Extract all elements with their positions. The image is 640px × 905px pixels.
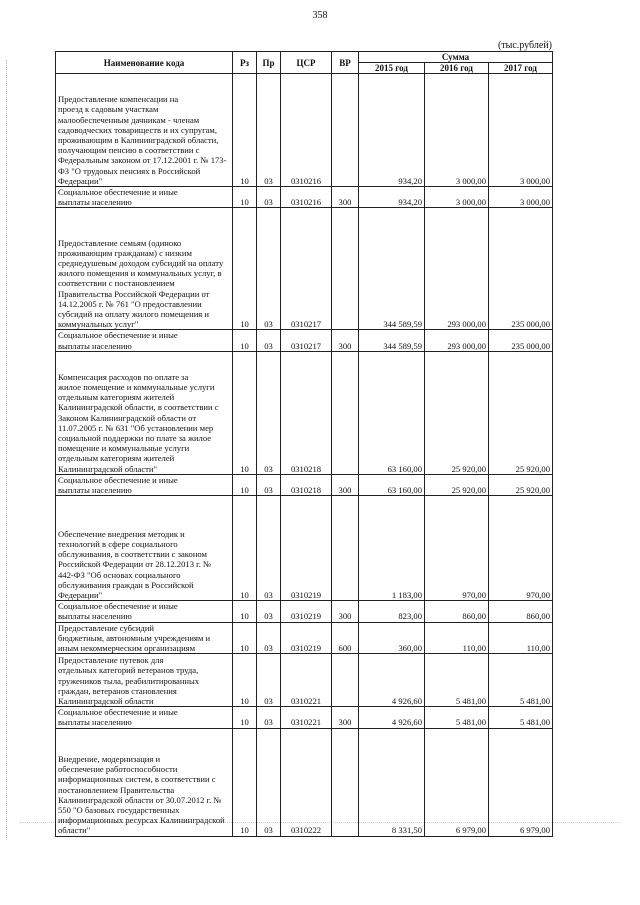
row-sum-2017: 3 000,00 [489, 187, 553, 208]
row-rz: 10 [233, 474, 257, 495]
table-row [56, 187, 553, 208]
header-csr: ЦСР [281, 52, 332, 74]
row-sum-2015: 344 589,59 [359, 330, 425, 351]
table-row [56, 601, 553, 622]
row-vr [332, 351, 359, 474]
row-name: Внедрение, модернизация и обеспечение работоспособности информационных систем, в соответствии с постановлением Правительства Калининградской области от 30.07.2012 г. № 550 "О базовых государственных информационных ресурсах Калининградской области" [56, 728, 233, 836]
row-sum-2015: 934,20 [359, 187, 425, 208]
row-sum-2016: 860,00 [425, 601, 489, 622]
row-sum-2016: 25 920,00 [425, 474, 489, 495]
table-row [56, 622, 553, 654]
table-row [56, 707, 553, 728]
table-row [56, 330, 553, 351]
row-sum-2015: 344 589,59 [359, 208, 425, 330]
row-pr: 03 [257, 654, 281, 707]
row-name: Социальное обеспечение и иные выплаты населению [56, 330, 233, 351]
row-sum-2015: 4 926,60 [359, 707, 425, 728]
row-pr: 03 [257, 622, 281, 654]
row-name: Предоставление субсидий бюджетным, автономным учреждениям и иным некоммерческим организациям [56, 622, 233, 654]
row-sum-2016: 5 481,00 [425, 654, 489, 707]
row-csr: 0310216 [281, 187, 332, 208]
row-sum-2015: 8 331,50 [359, 728, 425, 836]
row-sum-2017: 25 920,00 [489, 351, 553, 474]
scan-margin-marks [6, 60, 13, 840]
row-rz: 10 [233, 208, 257, 330]
row-csr: 0310218 [281, 474, 332, 495]
row-pr: 03 [257, 601, 281, 622]
row-rz: 10 [233, 187, 257, 208]
row-csr: 0310218 [281, 351, 332, 474]
units-label: (тыс.рублей) [497, 40, 552, 51]
header-sum: Сумма [359, 52, 553, 63]
header-2017: 2017 год [489, 63, 553, 74]
row-rz: 10 [233, 728, 257, 836]
row-rz: 10 [233, 496, 257, 601]
row-sum-2017: 5 481,00 [489, 707, 553, 728]
row-sum-2015: 63 160,00 [359, 351, 425, 474]
row-name: Компенсация расходов по оплате за жилое помещение и коммунальные услуги отдельным категориям жителей Калининградской области, в соответствии с Законом Калининградской области от 11.07.2005 г. № 631 "Об установлении мер социальной поддержки по плате за жилое помещение и коммунальные услуги отдельным категориям жителей Калининградской области" [56, 351, 233, 474]
table-row [56, 474, 553, 495]
row-sum-2016: 293 000,00 [425, 208, 489, 330]
row-name: Социальное обеспечение и иные выплаты населению [56, 601, 233, 622]
row-sum-2016: 5 481,00 [425, 707, 489, 728]
row-rz: 10 [233, 622, 257, 654]
header-pr: Пр [257, 52, 281, 74]
row-csr: 0310217 [281, 208, 332, 330]
row-vr [332, 208, 359, 330]
row-sum-2015: 360,00 [359, 622, 425, 654]
row-csr: 0310219 [281, 601, 332, 622]
row-pr: 03 [257, 330, 281, 351]
row-sum-2015: 823,00 [359, 601, 425, 622]
row-pr: 03 [257, 208, 281, 330]
row-vr: 300 [332, 187, 359, 208]
header-name: Наименование кода [56, 52, 233, 74]
header-vr: ВР [332, 52, 359, 74]
row-pr: 03 [257, 74, 281, 187]
row-pr: 03 [257, 728, 281, 836]
row-csr: 0310217 [281, 330, 332, 351]
row-sum-2017: 3 000,00 [489, 74, 553, 187]
table-row [56, 654, 553, 707]
row-csr: 0310216 [281, 74, 332, 187]
row-vr [332, 496, 359, 601]
row-sum-2016: 293 000,00 [425, 330, 489, 351]
header-2016: 2016 год [425, 63, 489, 74]
row-rz: 10 [233, 330, 257, 351]
row-rz: 10 [233, 351, 257, 474]
row-sum-2017: 5 481,00 [489, 654, 553, 707]
row-vr: 300 [332, 707, 359, 728]
table-row [56, 496, 553, 601]
row-sum-2015: 1 183,00 [359, 496, 425, 601]
row-rz: 10 [233, 654, 257, 707]
row-sum-2017: 860,00 [489, 601, 553, 622]
row-name: Предоставление семьям (одиноко проживающим гражданам) с низким среднедушевым доходом субсидий на оплату жилого помещения и коммунальных услуг, в соответствии с постановлением Правительства Российской Федерации от 14.12.2005 г. № 761 "О предоставлении субсидий на оплату жилого помещения и коммунальных услуг" [56, 208, 233, 330]
row-vr: 300 [332, 474, 359, 495]
row-csr: 0310221 [281, 654, 332, 707]
row-sum-2016: 110,00 [425, 622, 489, 654]
row-pr: 03 [257, 707, 281, 728]
row-vr [332, 74, 359, 187]
row-csr: 0310221 [281, 707, 332, 728]
page-number: 358 [312, 10, 328, 21]
row-sum-2015: 4 926,60 [359, 654, 425, 707]
row-sum-2017: 6 979,00 [489, 728, 553, 836]
row-name: Предоставление путевок для отдельных категорий ветеранов труда, тружеников тыла, реабилитированных граждан, ветеранов становления Калининградской области [56, 654, 233, 707]
row-name: Социальное обеспечение и иные выплаты населению [56, 707, 233, 728]
row-vr: 300 [332, 330, 359, 351]
row-name: Социальное обеспечение и иные выплаты населению [56, 187, 233, 208]
row-sum-2017: 110,00 [489, 622, 553, 654]
row-vr: 600 [332, 622, 359, 654]
budget-table [55, 51, 553, 837]
row-sum-2017: 970,00 [489, 496, 553, 601]
row-sum-2017: 25 920,00 [489, 474, 553, 495]
row-csr: 0310219 [281, 622, 332, 654]
header-2015: 2015 год [359, 63, 425, 74]
row-sum-2015: 934,20 [359, 74, 425, 187]
row-sum-2016: 970,00 [425, 496, 489, 601]
row-sum-2017: 235 000,00 [489, 330, 553, 351]
table-row [56, 208, 553, 330]
row-sum-2017: 235 000,00 [489, 208, 553, 330]
row-sum-2015: 63 160,00 [359, 474, 425, 495]
header-rz: Рз [233, 52, 257, 74]
row-rz: 10 [233, 707, 257, 728]
table-row [56, 351, 553, 474]
table-row [56, 728, 553, 836]
table-row [56, 74, 553, 187]
row-sum-2016: 25 920,00 [425, 351, 489, 474]
row-name: Обеспечение внедрения методик и технологий в сфере социального обслуживания, в соответствии с законом Российской Федерации от 28.12.2013 г. № 442-ФЗ "Об основах социального обслуживания граждан в Российской Федерации" [56, 496, 233, 601]
row-pr: 03 [257, 474, 281, 495]
row-rz: 10 [233, 74, 257, 187]
row-vr [332, 728, 359, 836]
row-name: Предоставление компенсации на проезд к садовым участкам малообеспеченным дачникам - членам садоводческих товариществ и их супругам, проживающим в Калининградской области, получающим пенсию в соответствии с Федеральным законом от 17.12.2001 г. № 173- ФЗ "О трудовых пенсиях в Российской Федерации" [56, 74, 233, 187]
row-sum-2016: 3 000,00 [425, 187, 489, 208]
row-pr: 03 [257, 496, 281, 601]
row-pr: 03 [257, 351, 281, 474]
row-sum-2016: 3 000,00 [425, 74, 489, 187]
row-rz: 10 [233, 601, 257, 622]
row-sum-2016: 6 979,00 [425, 728, 489, 836]
row-vr [332, 654, 359, 707]
row-vr: 300 [332, 601, 359, 622]
row-name: Социальное обеспечение и иные выплаты населению [56, 474, 233, 495]
row-csr: 0310222 [281, 728, 332, 836]
row-pr: 03 [257, 187, 281, 208]
row-csr: 0310219 [281, 496, 332, 601]
